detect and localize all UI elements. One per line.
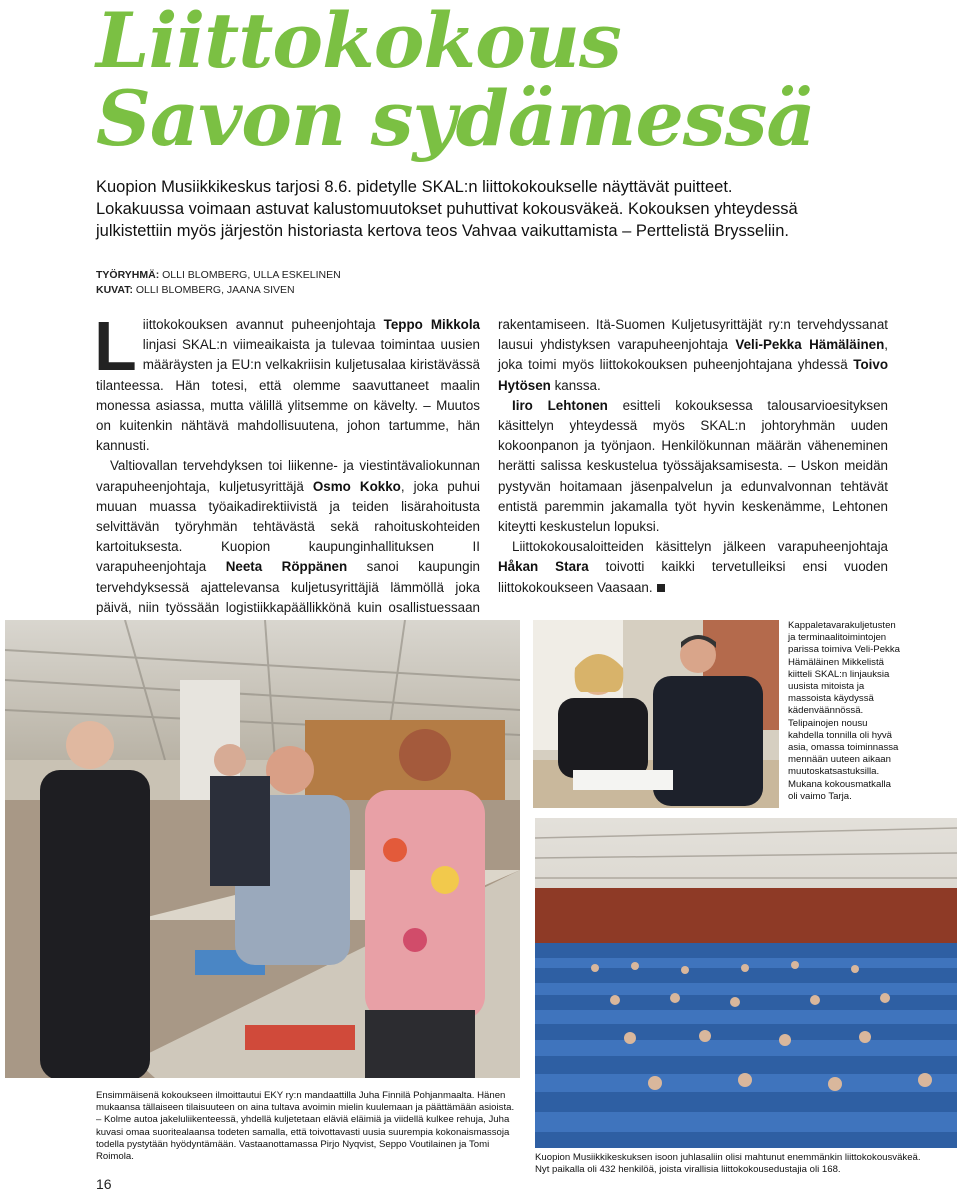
lead-line-2: Lokakuussa voimaan astuvat kalustomuutokset puhuttivat kokousväkeä. Kokouksen yhteydessä — [96, 200, 798, 218]
caption-auditorium-photo: Kuopion Musiikkikeskuksen isoon juhlasaliin olisi mahtunut enemmänkin liittokokousväkeä. Nyt paikalla oli 432 henkilöä, joista virallisia liittokokousedustajia oli 168. — [535, 1152, 921, 1176]
team-names: OLLI BLOMBERG, ULLA ESKELINEN — [162, 269, 341, 281]
body-paragraph-1: Liittokokouksen avannut puheenjohtaja Teppo Mikkola linjasi SKAL:n viimeaikaista ja tulevaa toimintaa uusien määräysten ja EU:n velkakriisin kuljetusalaa kiristävässä tilanteessa. Hän totesi, että olemme saavuttaneet maalin monessa asiassa, mutta välillä ylitsemme on kävelty. – Muutos on kuitenkin nähtävä mahdollisuutena, johon tartumme, hän kannusti. — [94, 307, 480, 454]
person-name: Toivo Hytösen — [498, 357, 888, 393]
lead-line-3: julkistettiin myös järjestön historiasta kertova teos Vahvaa vaikuttamista – Perttelistä Brysseliin. — [96, 222, 789, 240]
byline — [96, 268, 341, 298]
person-name: Teppo Mikkola — [383, 317, 480, 332]
person-name: Håkan Stara — [498, 559, 589, 575]
photos-label: KUVAT: — [96, 284, 133, 296]
registration-photo — [5, 620, 520, 1078]
auditorium-photo — [535, 818, 957, 1148]
end-mark — [657, 584, 665, 592]
team-label: TYÖRYHMÄ: — [96, 269, 160, 281]
body-paragraph-5: Liittokokousaloitteiden käsittelyn jälkeen varapuheenjohtaja Håkan Stara toivotti kaikki tervetulleiksi ensi vuoden liittokokoukseen Vaasaan. — [498, 539, 888, 595]
lead-paragraph — [96, 176, 936, 242]
body-column-left — [94, 307, 480, 638]
title-line-1: Liittokokous — [96, 0, 621, 85]
article-title — [96, 0, 856, 163]
person-name: Iiro Lehtonen — [512, 397, 608, 413]
person-name: Neeta Röppänen — [225, 559, 348, 575]
caption-registration-photo: Ensimmäisenä kokoukseen ilmoittautui EKY ry:n mandaattilla Juha Finnilä Pohjanmaalta. Hänen mukaansa tällaiseen tilaisuuteen on aina tultava avoimin mielin kuulemaan ja päättämään asioista. – Kolme autoa jakeluliikenteessä, yhdellä kuljetetaan eläviä eläimiä ja viidellä kulkee rehuja, Juha kuvasi omaa suoritealaansa todeten samalla, että toivottavasti uusia suurempia kokonaismassoja todella pystytään hyödyntämään. Vastaanottamassa Pirjo Nyqvist, Seppo Voutilainen ja Tomi Roimola. — [96, 1090, 515, 1163]
drop-cap: L — [94, 307, 137, 385]
caption-couple-photo: Kappaletavarakuljetusten ja terminaalitoimintojen parissa toimiva Veli-Pekka Hämäläinen Mikkelistä kiitteli SKAL:n linjauksia uusista mitoista ja massoista käydyssä kädenväännössä. Telipainojen nousu kahdella tonnilla oli hyvä asia, omassa toiminnassa mennään uuteen aikaan muutoskatsastuksilla. Mukana kokousmatkalla oli vaimo Tarja. — [788, 620, 900, 802]
photos-names: OLLI BLOMBERG, JAANA SIVEN — [135, 284, 295, 296]
body-paragraph-3: rakentamiseen. Itä-Suomen Kuljetusyrittäjät ry:n tervehdyssanat lausui yhdistyksen varapuheenjohtaja Veli-Pekka Hämäläinen, joka toimi myös liittokokouksen puheenjohtajana yhdessä Toivo Hytösen kanssa. — [498, 317, 888, 393]
couple-photo — [533, 620, 779, 808]
person-name: Veli-Pekka Hämäläinen — [735, 337, 885, 353]
lead-line-1: Kuopion Musiikkikeskus tarjosi 8.6. pidetylle SKAL:n liittokokoukselle näyttävät puitteet. — [96, 178, 733, 196]
person-name: Osmo Kokko — [312, 478, 401, 494]
body-paragraph-4: Iiro Lehtonen esitteli kokouksessa talousarvioesityksen käsittelyn yhteydessä myös SKAL:n johtoryhmän uuden kokoonpanon ja työnjaon. Henkilökunnan määrän väheneminen herätti salissa keskustelua työssäjaksamisesta. – Uskon meidän pystyvän hoitamaan jäsenpalvelun ja edunvalvonnan tehtävät entistä paremmin jakamalla työt hyvin keskenämme, Lehtonen kiteytti keskustelun lopuksi. — [498, 397, 888, 535]
body-column-right — [498, 315, 888, 598]
page-number: 16 — [96, 1176, 112, 1192]
title-line-2: Savon sydämessä — [96, 74, 815, 163]
body-paragraph-2: Valtiovallan tervehdyksen toi liikenne- ja viestintävaliokunnan varapuheenjohtaja, kuljetusyrittäjä Osmo Kokko, joka puhui muuan muassa työaikadirektiivistä ja teiden lisärahoitusta selvittävän työryhmän tehtävästä sekä rahoituskohteiden kartoituksesta. Kuopion kaupunginhallituksen II varapuheenjohtaja Neeta Röppänen sanoi kaupungin tervehdyksessä ajattelevansa kuljetusyrittäjiä lämmöllä joka päivä, niin työssään logistiikkapäällikkönä kuin osallistuessaan — [96, 458, 480, 615]
